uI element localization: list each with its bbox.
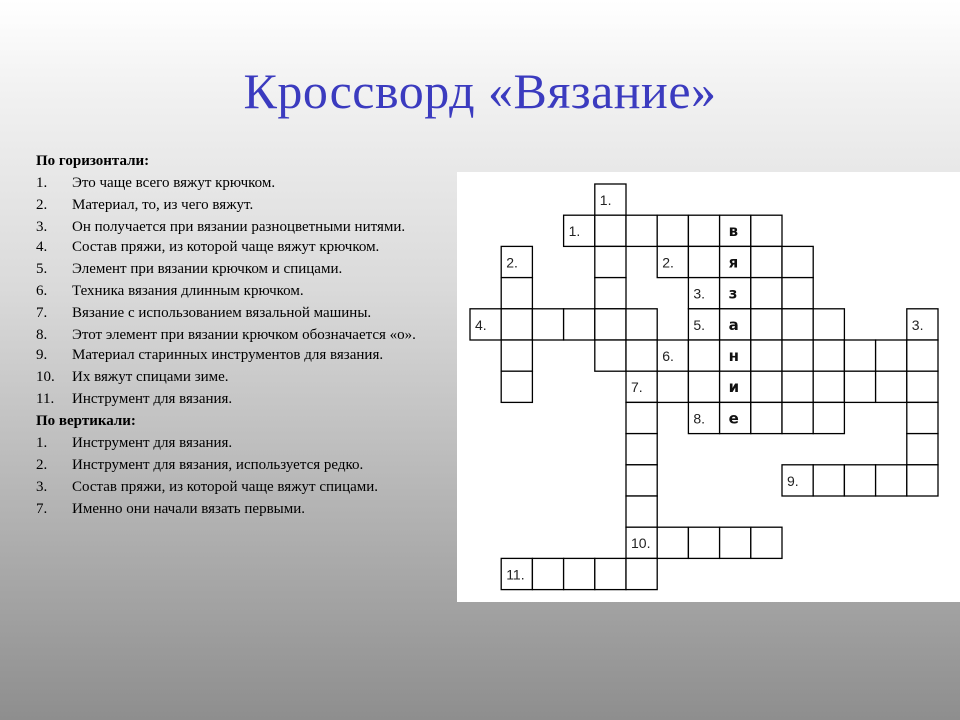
crossword-cell[interactable] (751, 402, 782, 433)
crossword-cell[interactable] (626, 402, 657, 433)
crossword-cell[interactable] (907, 402, 938, 433)
crossword-cell[interactable] (813, 465, 844, 496)
clue-list (36, 152, 466, 522)
crossword-letter: и (728, 378, 740, 397)
across-clue-11 (36, 390, 466, 408)
crossword-cell[interactable] (876, 465, 907, 496)
crossword-cell[interactable] (564, 558, 595, 589)
crossword-cell[interactable] (907, 340, 938, 371)
crossword-cell[interactable] (626, 558, 657, 589)
crossword-cell[interactable] (844, 465, 875, 496)
across-heading: По горизонтали: (36, 153, 150, 169)
clue-number-label: 10. (631, 535, 651, 552)
clue-text: Материал старинных инструментов для вязания. (72, 347, 384, 363)
clue-number: 3. (36, 219, 48, 235)
clue-text: Их вяжут спицами зиме. (72, 369, 229, 385)
crossword-cell[interactable] (751, 371, 782, 402)
crossword-cell[interactable] (720, 527, 751, 558)
across-clue-10 (36, 368, 466, 386)
clue-text: Именно они начали вязать первыми. (72, 501, 306, 517)
clue-text: Этот элемент при вязании крючком обозначается «о». (72, 327, 416, 343)
crossword-cell[interactable] (626, 309, 657, 340)
crossword-cell[interactable] (782, 340, 813, 371)
clue-text: Состав пряжи, из которой чаще вяжут спицами. (72, 479, 379, 495)
down-heading: По вертикали: (36, 413, 136, 429)
down-clue-7 (36, 500, 466, 518)
clue-number: 1. (36, 175, 48, 191)
across-clue-6 (36, 282, 466, 300)
crossword-cell[interactable] (688, 215, 719, 246)
crossword-cell[interactable] (751, 309, 782, 340)
clue-number: 4. (36, 239, 48, 255)
clue-text: Это чаще всего вяжут крючком. (72, 175, 276, 191)
crossword-cell[interactable] (564, 309, 595, 340)
crossword-cell[interactable] (501, 340, 532, 371)
crossword-letter: з (728, 284, 738, 303)
crossword-cell[interactable] (751, 340, 782, 371)
crossword-cell[interactable] (813, 402, 844, 433)
clue-number-label: 6. (662, 348, 674, 364)
crossword-cell[interactable] (501, 278, 532, 309)
crossword-cell[interactable] (626, 434, 657, 465)
crossword-cell[interactable] (532, 558, 563, 589)
clue-number: 6. (36, 283, 48, 299)
clue-number-label: 1. (568, 223, 581, 240)
crossword-cell[interactable] (813, 340, 844, 371)
crossword-cell[interactable] (657, 371, 688, 402)
clue-text: Состав пряжи, из которой чаще вяжут крючком. (72, 239, 380, 255)
down-clue-3 (36, 478, 466, 496)
across-clue-1 (36, 174, 466, 192)
down-clue-1 (36, 434, 466, 452)
clue-number: 2. (36, 457, 48, 473)
clue-number-label: 3. (693, 285, 706, 302)
clue-text: Он получается при вязании разноцветными нитями. (72, 219, 406, 235)
clue-number: 10. (36, 369, 55, 385)
crossword-cell[interactable] (626, 340, 657, 371)
crossword-cell[interactable] (782, 246, 813, 277)
clue-number-label: 7. (631, 379, 643, 396)
crossword-letter: в (728, 222, 739, 241)
clue-text: Инструмент для вязания. (72, 391, 233, 407)
clue-number-label: 2. (506, 254, 518, 271)
clue-number: 2. (36, 197, 48, 213)
crossword-cell[interactable] (907, 434, 938, 465)
crossword-cell[interactable] (626, 465, 657, 496)
crossword-cell[interactable] (595, 278, 626, 309)
clue-text: Элемент при вязании крючком и спицами. (72, 261, 343, 277)
clue-number: 3. (36, 479, 48, 495)
across-clue-5 (36, 260, 466, 278)
clue-number-label: 9. (787, 472, 799, 489)
clue-number: 5. (36, 261, 48, 277)
crossword-cell[interactable] (501, 309, 532, 340)
crossword-cell[interactable] (782, 278, 813, 309)
clue-number-label: 5. (693, 316, 706, 333)
crossword-cell[interactable] (844, 371, 875, 402)
crossword-cell[interactable] (501, 371, 532, 402)
clue-text: Материал, то, из чего вяжут. (72, 197, 254, 213)
clue-number: 1. (36, 435, 48, 451)
clue-number-label: 4. (475, 316, 487, 333)
crossword-cell[interactable] (782, 371, 813, 402)
crossword-cell[interactable] (688, 527, 719, 558)
crossword-letter: а (728, 315, 739, 334)
clue-number-label: 11. (506, 566, 525, 583)
clue-text: Инструмент для вязания. (72, 435, 233, 451)
down-clue-2 (36, 456, 466, 474)
crossword-cell[interactable] (657, 527, 688, 558)
clue-text: Техника вязания длинным крючком. (72, 283, 304, 299)
crossword-cell[interactable] (626, 215, 657, 246)
crossword-cell[interactable] (657, 215, 688, 246)
crossword-letter: е (728, 409, 739, 428)
clue-text: Вязание с использованием вязальной машины. (72, 305, 372, 321)
crossword-letter: н (728, 347, 739, 365)
across-clue-3 (36, 218, 466, 236)
across-clue-7 (36, 304, 466, 322)
page-title: Кроссворд «Вязание» (243, 63, 717, 119)
clue-number: 8. (36, 327, 48, 343)
crossword-cell[interactable] (876, 371, 907, 402)
crossword-cell[interactable] (688, 340, 719, 371)
clue-text: Инструмент для вязания, используется редко. (72, 457, 364, 473)
clue-number: 7. (36, 501, 48, 517)
across-clue-8 (36, 326, 466, 344)
crossword-cell[interactable] (876, 340, 907, 371)
crossword-cell[interactable] (688, 246, 719, 277)
crossword-cell[interactable] (907, 465, 938, 496)
across-clue-2 (36, 196, 466, 214)
across-clue-4 (36, 238, 466, 256)
crossword-letter: я (728, 253, 739, 272)
crossword-cell[interactable] (751, 278, 782, 309)
crossword-cell[interactable] (595, 309, 626, 340)
crossword-cell[interactable] (813, 309, 844, 340)
crossword-cell[interactable] (751, 527, 782, 558)
crossword-cell[interactable] (813, 371, 844, 402)
crossword-cell[interactable] (782, 402, 813, 433)
crossword-cell[interactable] (595, 558, 626, 589)
crossword-cell[interactable] (595, 246, 626, 277)
crossword-panel (457, 172, 960, 602)
clue-number: 9. (36, 347, 48, 363)
crossword-cell[interactable] (751, 215, 782, 246)
clue-number: 11. (36, 391, 55, 407)
crossword-cell[interactable] (782, 309, 813, 340)
crossword-cell[interactable] (907, 371, 938, 402)
clue-number-label: 2. (662, 254, 674, 271)
across-clue-9 (36, 346, 466, 364)
clue-number: 7. (36, 305, 48, 321)
crossword-cell[interactable] (595, 215, 626, 246)
clue-number-label: 3. (911, 316, 924, 333)
crossword-cell[interactable] (532, 309, 563, 340)
crossword-cell[interactable] (626, 496, 657, 527)
crossword-cell[interactable] (751, 246, 782, 277)
clue-number-label: 1. (599, 192, 612, 208)
crossword-grid (457, 172, 960, 602)
crossword-cell[interactable] (844, 340, 875, 371)
crossword-cell[interactable] (595, 340, 626, 371)
crossword-cell[interactable] (688, 371, 719, 402)
clue-number-label: 8. (693, 410, 706, 427)
